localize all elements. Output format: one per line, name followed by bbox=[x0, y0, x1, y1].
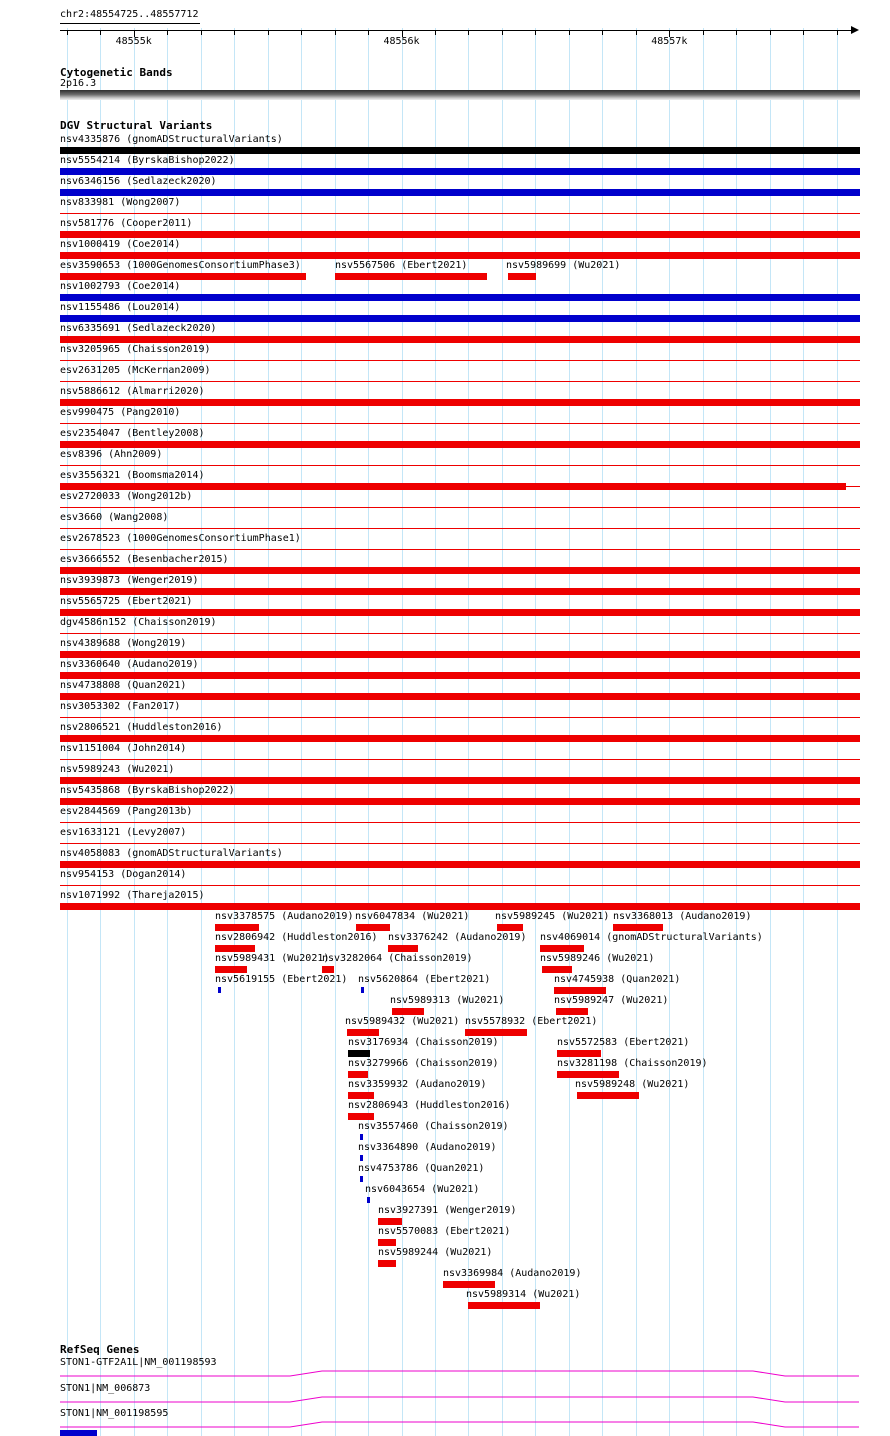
variant-row bbox=[60, 616, 860, 637]
variant-bar[interactable] bbox=[443, 1281, 495, 1288]
variant-label[interactable]: nsv6043654 (Wu2021) bbox=[365, 1184, 480, 1195]
ruler-tick bbox=[837, 31, 838, 35]
variant-bar[interactable] bbox=[360, 1134, 363, 1140]
variant-row bbox=[60, 637, 860, 658]
gene-model[interactable] bbox=[60, 1420, 860, 1430]
variant-bar[interactable] bbox=[554, 987, 606, 994]
variant-row bbox=[60, 364, 860, 385]
variant-label[interactable]: nsv3939873 (Wenger2019) bbox=[60, 575, 199, 586]
variant-row bbox=[60, 217, 860, 238]
ruler-tick bbox=[535, 31, 536, 35]
variant-row bbox=[60, 889, 860, 910]
variant-label[interactable]: nsv581776 (Cooper2011) bbox=[60, 218, 193, 229]
variant-row bbox=[60, 910, 860, 931]
variant-row bbox=[60, 154, 860, 175]
ruler-tick-label: 48557k bbox=[651, 36, 688, 47]
variant-label[interactable]: nsv3282064 (Chaisson2019) bbox=[322, 953, 473, 964]
variant-bar[interactable] bbox=[60, 360, 860, 361]
variant-row bbox=[60, 574, 860, 595]
variant-row bbox=[60, 952, 860, 973]
variant-row bbox=[60, 406, 860, 427]
variant-row bbox=[60, 1288, 860, 1309]
variant-row bbox=[60, 658, 860, 679]
variant-label[interactable]: nsv833981 (Wong2007) bbox=[60, 197, 181, 208]
variant-row bbox=[60, 973, 860, 994]
variant-label[interactable]: nsv1002793 (Coe2014) bbox=[60, 281, 181, 292]
ruler-tick bbox=[502, 31, 503, 35]
variant-label[interactable]: nsv5554214 (ByrskaBishop2022) bbox=[60, 155, 235, 166]
variant-bar[interactable] bbox=[60, 399, 860, 406]
variant-row bbox=[60, 301, 860, 322]
variant-row bbox=[60, 784, 860, 805]
variant-bar[interactable] bbox=[367, 1197, 370, 1203]
variant-label[interactable]: nsv5570083 (Ebert2021) bbox=[378, 1226, 511, 1237]
gene-label[interactable]: STON1|NM_006873 bbox=[60, 1382, 151, 1394]
variant-label[interactable]: nsv4745938 (Quan2021) bbox=[554, 974, 681, 985]
variant-bar[interactable] bbox=[60, 861, 860, 868]
variant-bar[interactable] bbox=[465, 1029, 527, 1036]
refseq-section-title: RefSeq Genes bbox=[60, 1343, 140, 1356]
variant-row bbox=[60, 1183, 860, 1204]
variant-row bbox=[60, 259, 860, 280]
variant-label[interactable]: esv2844569 (Pang2013b) bbox=[60, 806, 193, 817]
ruler-tick bbox=[636, 31, 637, 35]
variant-label[interactable]: nsv4058083 (gnomADStructuralVariants) bbox=[60, 848, 283, 859]
variant-row bbox=[60, 847, 860, 868]
variant-bar[interactable] bbox=[497, 924, 523, 931]
gene-row bbox=[60, 1382, 860, 1408]
variant-label[interactable]: esv3666552 (Besenbacher2015) bbox=[60, 554, 229, 565]
variant-bar[interactable] bbox=[60, 693, 860, 700]
variant-label[interactable]: nsv3378575 (Audano2019) bbox=[215, 911, 354, 922]
variant-bar[interactable] bbox=[60, 441, 860, 448]
variant-row bbox=[60, 1057, 860, 1078]
ruler-tick bbox=[268, 31, 269, 35]
variant-bar[interactable] bbox=[540, 945, 584, 952]
variant-label[interactable]: nsv5989246 (Wu2021) bbox=[540, 953, 655, 964]
dgv-section-title: DGV Structural Variants bbox=[60, 119, 213, 132]
variant-label[interactable]: esv8396 (Ahn2009) bbox=[60, 449, 163, 460]
ruler-tick bbox=[569, 31, 570, 35]
ruler-tick bbox=[67, 31, 68, 35]
variant-bar[interactable] bbox=[348, 1113, 374, 1120]
variant-label[interactable]: nsv5989431 (Wu2021) bbox=[215, 953, 330, 964]
variant-row bbox=[60, 1120, 860, 1141]
variant-bar[interactable] bbox=[60, 609, 860, 616]
ruler-arrow-icon bbox=[851, 26, 859, 34]
variant-label[interactable]: nsv5886612 (Almarri2020) bbox=[60, 386, 205, 397]
gene-model[interactable] bbox=[60, 1395, 860, 1405]
variant-row bbox=[60, 238, 860, 259]
variant-bar[interactable] bbox=[60, 735, 860, 742]
variant-row bbox=[60, 1246, 860, 1267]
variant-label[interactable]: nsv5567506 (Ebert2021) bbox=[335, 260, 468, 271]
variant-row bbox=[60, 469, 860, 490]
variant-row bbox=[60, 490, 860, 511]
variant-row bbox=[60, 700, 860, 721]
variant-bar[interactable] bbox=[361, 987, 364, 993]
variant-bar[interactable] bbox=[60, 483, 846, 490]
variant-label[interactable]: nsv1155486 (Lou2014) bbox=[60, 302, 181, 313]
variant-label[interactable]: esv1633121 (Levy2007) bbox=[60, 827, 187, 838]
ruler-tick bbox=[770, 31, 771, 35]
variant-row bbox=[60, 1162, 860, 1183]
cytoband-bar[interactable] bbox=[60, 90, 860, 100]
variant-row bbox=[60, 511, 860, 532]
gene-label[interactable]: STON1|NM_001198595 bbox=[60, 1408, 169, 1419]
position-underline bbox=[60, 23, 200, 24]
variant-label[interactable]: esv2631205 (McKernan2009) bbox=[60, 365, 211, 376]
variant-bar[interactable] bbox=[60, 651, 860, 658]
variant-label[interactable]: nsv5989432 (Wu2021) bbox=[345, 1016, 460, 1027]
variant-row bbox=[60, 1267, 860, 1288]
variant-row bbox=[60, 1204, 860, 1225]
variant-row bbox=[60, 721, 860, 742]
variant-row bbox=[60, 1015, 860, 1036]
variant-bar[interactable] bbox=[215, 966, 247, 973]
variant-label[interactable]: esv3660 (Wang2008) bbox=[60, 512, 169, 523]
variant-label[interactable]: nsv5989313 (Wu2021) bbox=[390, 995, 505, 1006]
variant-row bbox=[60, 1078, 860, 1099]
variant-bar[interactable] bbox=[215, 924, 259, 931]
region-position-label: chr2:48554725..48557712 bbox=[60, 9, 199, 20]
variant-label[interactable]: nsv5620864 (Ebert2021) bbox=[358, 974, 491, 985]
variant-label[interactable]: nsv3281198 (Chaisson2019) bbox=[557, 1058, 708, 1069]
variant-label[interactable]: nsv3360640 (Audano2019) bbox=[60, 659, 199, 670]
variant-label[interactable]: nsv6346156 (Sedlazeck2020) bbox=[60, 176, 217, 187]
variant-label[interactable]: nsv3279966 (Chaisson2019) bbox=[348, 1058, 499, 1069]
variant-bar[interactable] bbox=[218, 987, 221, 993]
variant-bar[interactable] bbox=[388, 945, 418, 952]
ruler-axis bbox=[60, 30, 852, 31]
ruler-tick bbox=[703, 31, 704, 35]
variant-bar[interactable] bbox=[60, 336, 860, 343]
variant-row bbox=[60, 1036, 860, 1057]
variant-label[interactable]: nsv4753786 (Quan2021) bbox=[358, 1163, 485, 1174]
variant-bar[interactable] bbox=[468, 1302, 540, 1309]
ruler-tick bbox=[602, 31, 603, 35]
variant-row bbox=[60, 322, 860, 343]
variant-bar[interactable] bbox=[542, 966, 572, 973]
variant-row bbox=[60, 931, 860, 952]
variant-bar[interactable] bbox=[356, 924, 390, 931]
variant-bar[interactable] bbox=[60, 759, 860, 760]
variant-bar[interactable] bbox=[60, 567, 860, 574]
variant-bar[interactable] bbox=[348, 1071, 368, 1078]
variant-bar[interactable] bbox=[348, 1050, 370, 1057]
variant-label[interactable]: nsv3369984 (Audano2019) bbox=[443, 1268, 582, 1279]
variant-bar[interactable] bbox=[215, 945, 255, 952]
variant-row bbox=[60, 532, 860, 553]
variant-row bbox=[60, 385, 860, 406]
variant-row bbox=[60, 805, 860, 826]
variant-bar[interactable] bbox=[577, 1092, 639, 1099]
variant-label[interactable]: nsv5435868 (ByrskaBishop2022) bbox=[60, 785, 235, 796]
variant-label[interactable]: nsv6047834 (Wu2021) bbox=[355, 911, 470, 922]
cytobands-section-title: Cytogenetic Bands bbox=[60, 66, 173, 79]
variant-label[interactable]: nsv5565725 (Ebert2021) bbox=[60, 596, 193, 607]
variant-row bbox=[60, 826, 860, 847]
variant-bar[interactable] bbox=[60, 549, 860, 550]
partial-track-bar[interactable] bbox=[60, 1430, 97, 1436]
variant-label[interactable]: nsv6335691 (Sedlazeck2020) bbox=[60, 323, 217, 334]
ruler-tick bbox=[368, 31, 369, 35]
variant-label[interactable]: nsv954153 (Dogan2014) bbox=[60, 869, 187, 880]
variant-label[interactable]: nsv2806942 (Huddleston2016) bbox=[215, 932, 378, 943]
variant-label[interactable]: nsv4069014 (gnomADStructuralVariants) bbox=[540, 932, 763, 943]
variant-bar[interactable] bbox=[392, 1008, 424, 1015]
variant-bar[interactable] bbox=[508, 273, 536, 280]
ruler-tick-label: 48555k bbox=[115, 36, 152, 47]
variant-row bbox=[60, 763, 860, 784]
variant-bar[interactable] bbox=[360, 1176, 363, 1182]
gene-model[interactable] bbox=[60, 1369, 860, 1379]
variant-label[interactable]: nsv2806943 (Huddleston2016) bbox=[348, 1100, 511, 1111]
gene-row bbox=[60, 1356, 860, 1382]
variant-label[interactable]: nsv4738808 (Quan2021) bbox=[60, 680, 187, 691]
variant-row bbox=[60, 448, 860, 469]
variant-row bbox=[60, 427, 860, 448]
variant-label[interactable]: nsv5989314 (Wu2021) bbox=[466, 1289, 581, 1300]
refseq-gene-rows bbox=[60, 1356, 860, 1436]
variant-bar[interactable] bbox=[60, 798, 860, 805]
variant-bar[interactable] bbox=[378, 1260, 396, 1267]
variant-label[interactable]: nsv3205965 (Chaisson2019) bbox=[60, 344, 211, 355]
variant-label[interactable]: esv2720033 (Wong2012b) bbox=[60, 491, 193, 502]
variant-bar[interactable] bbox=[348, 1092, 374, 1099]
variant-label[interactable]: esv2678523 (1000GenomesConsortiumPhase1) bbox=[60, 533, 301, 544]
variant-bar[interactable] bbox=[335, 273, 487, 280]
variant-label[interactable]: nsv5989248 (Wu2021) bbox=[575, 1079, 690, 1090]
variant-label[interactable]: nsv1071992 (Thareja2015) bbox=[60, 890, 205, 901]
variant-bar[interactable] bbox=[60, 885, 860, 886]
variant-bar[interactable] bbox=[60, 168, 860, 175]
variant-label[interactable]: nsv5619155 (Ebert2021) bbox=[215, 974, 348, 985]
variant-label[interactable]: nsv1000419 (Coe2014) bbox=[60, 239, 181, 250]
variant-row bbox=[60, 1099, 860, 1120]
dgv-variant-rows bbox=[60, 133, 860, 1309]
variant-bar[interactable] bbox=[60, 777, 860, 784]
variant-bar[interactable] bbox=[60, 672, 860, 679]
variant-bar[interactable] bbox=[60, 147, 860, 154]
ruler-tick bbox=[468, 31, 469, 35]
variant-label[interactable]: nsv5989699 (Wu2021) bbox=[506, 260, 621, 271]
variant-bar[interactable] bbox=[378, 1218, 402, 1225]
ruler-tick bbox=[167, 31, 168, 35]
ruler-tick bbox=[234, 31, 235, 35]
variant-label[interactable]: nsv5989247 (Wu2021) bbox=[554, 995, 669, 1006]
cytoband-name: 2p16.3 bbox=[60, 78, 97, 89]
variant-label[interactable]: nsv3176934 (Chaisson2019) bbox=[348, 1037, 499, 1048]
variant-bar[interactable] bbox=[60, 843, 860, 844]
variant-row bbox=[60, 343, 860, 364]
variant-row bbox=[60, 1141, 860, 1162]
variant-label[interactable]: nsv3053302 (Fan2017) bbox=[60, 701, 181, 712]
variant-bar[interactable] bbox=[60, 189, 860, 196]
variant-label[interactable]: nsv3557460 (Chaisson2019) bbox=[358, 1121, 509, 1132]
variant-label[interactable]: nsv5572583 (Ebert2021) bbox=[557, 1037, 690, 1048]
variant-row bbox=[60, 868, 860, 889]
variant-label[interactable]: esv3556321 (Boomsma2014) bbox=[60, 470, 205, 481]
variant-bar[interactable] bbox=[60, 423, 860, 424]
variant-row bbox=[60, 994, 860, 1015]
ruler-tick bbox=[803, 31, 804, 35]
variant-label[interactable]: nsv3359932 (Audano2019) bbox=[348, 1079, 487, 1090]
variant-bar[interactable] bbox=[60, 252, 860, 259]
variant-row bbox=[60, 280, 860, 301]
variant-row bbox=[60, 196, 860, 217]
variant-bar[interactable] bbox=[613, 924, 663, 931]
variant-row bbox=[60, 595, 860, 616]
variant-label[interactable]: nsv5578932 (Ebert2021) bbox=[465, 1016, 598, 1027]
variant-row bbox=[60, 742, 860, 763]
variant-bar[interactable] bbox=[322, 966, 334, 973]
variant-bar[interactable] bbox=[60, 633, 860, 634]
variant-label[interactable]: nsv3376242 (Audano2019) bbox=[388, 932, 527, 943]
variant-label[interactable]: nsv5989245 (Wu2021) bbox=[495, 911, 610, 922]
ruler-tick bbox=[435, 31, 436, 35]
variant-bar[interactable] bbox=[60, 465, 860, 466]
variant-bar[interactable] bbox=[556, 1008, 588, 1015]
variant-row bbox=[60, 133, 860, 154]
variant-label[interactable]: dgv4586n152 (Chaisson2019) bbox=[60, 617, 217, 628]
variant-row bbox=[60, 175, 860, 196]
variant-label[interactable]: nsv3927391 (Wenger2019) bbox=[378, 1205, 517, 1216]
variant-bar[interactable] bbox=[360, 1155, 363, 1161]
variant-bar[interactable] bbox=[60, 273, 306, 280]
variant-bar[interactable] bbox=[557, 1071, 619, 1078]
variant-bar[interactable] bbox=[60, 381, 860, 382]
variant-label[interactable]: nsv3364890 (Audano2019) bbox=[358, 1142, 497, 1153]
gene-row bbox=[60, 1407, 860, 1433]
variant-bar[interactable] bbox=[60, 213, 860, 214]
ruler-tick-label: 48556k bbox=[383, 36, 420, 47]
variant-label[interactable]: nsv5989243 (Wu2021) bbox=[60, 764, 175, 775]
variant-bar[interactable] bbox=[846, 486, 860, 487]
variant-bar[interactable] bbox=[557, 1050, 601, 1057]
variant-bar[interactable] bbox=[60, 294, 860, 301]
variant-label[interactable]: nsv1151004 (John2014) bbox=[60, 743, 187, 754]
ruler-tick bbox=[301, 31, 302, 35]
variant-bar[interactable] bbox=[60, 588, 860, 595]
variant-bar[interactable] bbox=[60, 315, 860, 322]
variant-label[interactable]: nsv4335876 (gnomADStructuralVariants) bbox=[60, 134, 283, 145]
variant-label[interactable]: esv2354047 (Bentley2008) bbox=[60, 428, 205, 439]
variant-row bbox=[60, 679, 860, 700]
variant-bar[interactable] bbox=[60, 717, 860, 718]
variant-bar[interactable] bbox=[378, 1239, 396, 1246]
ruler-tick bbox=[201, 31, 202, 35]
gene-label[interactable]: STON1-GTF2A1L|NM_001198593 bbox=[60, 1357, 217, 1368]
ruler-tick bbox=[100, 31, 101, 35]
variant-label[interactable]: esv3590653 (1000GenomesConsortiumPhase3) bbox=[60, 260, 301, 271]
variant-bar[interactable] bbox=[60, 528, 860, 529]
variant-bar[interactable] bbox=[60, 231, 860, 238]
ruler-tick bbox=[736, 31, 737, 35]
variant-row bbox=[60, 1225, 860, 1246]
variant-row bbox=[60, 553, 860, 574]
variant-bar[interactable] bbox=[60, 507, 860, 508]
variant-label[interactable]: nsv3368013 (Audano2019) bbox=[613, 911, 752, 922]
ruler-tick bbox=[335, 31, 336, 35]
variant-label[interactable]: esv990475 (Pang2010) bbox=[60, 407, 181, 418]
variant-label[interactable]: nsv2806521 (Huddleston2016) bbox=[60, 722, 223, 733]
variant-bar[interactable] bbox=[347, 1029, 379, 1036]
variant-label[interactable]: nsv4389688 (Wong2019) bbox=[60, 638, 187, 649]
variant-label[interactable]: nsv5989244 (Wu2021) bbox=[378, 1247, 493, 1258]
variant-bar[interactable] bbox=[60, 903, 860, 910]
variant-bar[interactable] bbox=[60, 822, 860, 823]
